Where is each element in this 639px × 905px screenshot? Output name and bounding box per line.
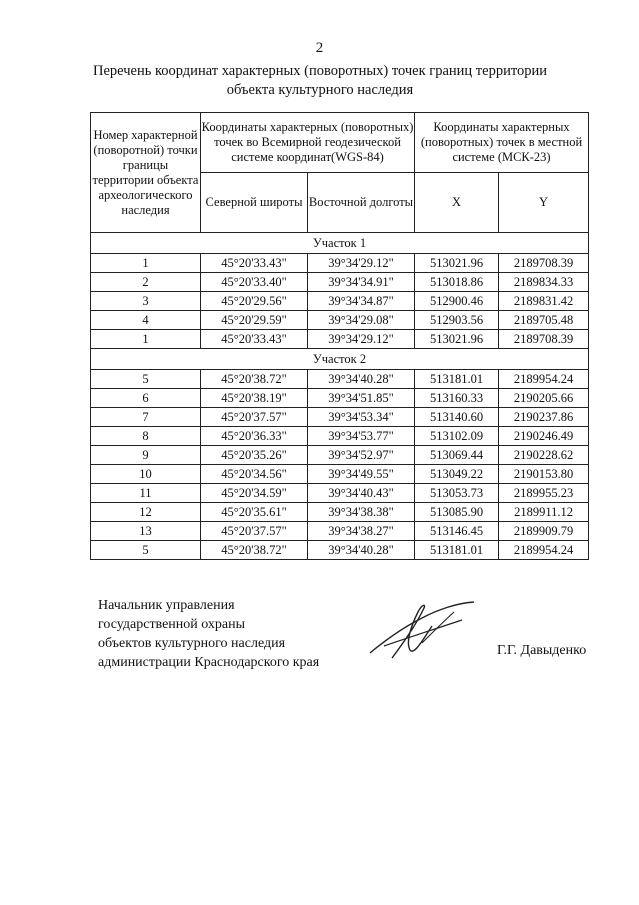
y-coordinate-cell: 2190237.86 bbox=[499, 408, 589, 427]
latitude-cell: 45°20'36.33" bbox=[201, 427, 308, 446]
x-coordinate-cell: 513146.45 bbox=[415, 522, 499, 541]
longitude-cell: 39°34'49.55" bbox=[308, 465, 415, 484]
y-coordinate-cell: 2189831.42 bbox=[499, 292, 589, 311]
signatory-line-3: объектов культурного наследия bbox=[98, 636, 286, 651]
longitude-cell: 39°34'52.97" bbox=[308, 446, 415, 465]
latitude-cell: 45°20'37.57" bbox=[201, 522, 308, 541]
table-row bbox=[91, 484, 589, 503]
table-row bbox=[91, 311, 589, 330]
y-coordinate-cell: 2189955.23 bbox=[499, 484, 589, 503]
latitude-cell: 45°20'29.59" bbox=[201, 311, 308, 330]
latitude-cell: 45°20'37.57" bbox=[201, 408, 308, 427]
point-number-cell: 5 bbox=[91, 541, 201, 560]
latitude-cell: 45°20'33.43" bbox=[201, 330, 308, 349]
x-coordinate-cell: 513181.01 bbox=[415, 370, 499, 389]
table-row bbox=[91, 503, 589, 522]
latitude-cell: 45°20'33.40" bbox=[201, 273, 308, 292]
latitude-cell: 45°20'34.59" bbox=[201, 484, 308, 503]
latitude-cell: 45°20'38.72" bbox=[201, 370, 308, 389]
point-number-cell: 6 bbox=[91, 389, 201, 408]
longitude-cell: 39°34'51.85" bbox=[308, 389, 415, 408]
section-label: Участок 2 bbox=[91, 349, 589, 370]
x-coordinate-cell: 512903.56 bbox=[415, 311, 499, 330]
y-coordinate-cell: 2190153.80 bbox=[499, 465, 589, 484]
table-body bbox=[91, 233, 589, 560]
point-number-cell: 10 bbox=[91, 465, 201, 484]
y-coordinate-cell: 2189954.24 bbox=[499, 541, 589, 560]
header-point-number: Номер характерной (поворотной) точки границы территории объекта археологического наследия bbox=[91, 113, 201, 233]
point-number-cell: 8 bbox=[91, 427, 201, 446]
longitude-cell: 39°34'34.91" bbox=[308, 273, 415, 292]
header-y: Y bbox=[499, 173, 589, 233]
signatory-line-4: администрации Краснодарского края bbox=[98, 655, 320, 670]
y-coordinate-cell: 2189911.12 bbox=[499, 503, 589, 522]
section-row bbox=[91, 349, 589, 370]
signatory-line-1: Начальник управления bbox=[98, 598, 235, 613]
longitude-cell: 39°34'53.34" bbox=[308, 408, 415, 427]
table-row bbox=[91, 408, 589, 427]
table-row bbox=[91, 292, 589, 311]
x-coordinate-cell: 513053.73 bbox=[415, 484, 499, 503]
longitude-cell: 39°34'29.08" bbox=[308, 311, 415, 330]
y-coordinate-cell: 2189708.39 bbox=[499, 254, 589, 273]
handwritten-signature bbox=[362, 598, 482, 668]
y-coordinate-cell: 2189954.24 bbox=[499, 370, 589, 389]
coordinates-table bbox=[90, 112, 589, 560]
table-row bbox=[91, 273, 589, 292]
table-row bbox=[91, 370, 589, 389]
table-row bbox=[91, 254, 589, 273]
point-number-cell: 5 bbox=[91, 370, 201, 389]
longitude-cell: 39°34'40.28" bbox=[308, 370, 415, 389]
point-number-cell: 11 bbox=[91, 484, 201, 503]
signatory-line-2: государственной охраны bbox=[98, 617, 246, 632]
point-number-cell: 4 bbox=[91, 311, 201, 330]
point-number-cell: 1 bbox=[91, 330, 201, 349]
x-coordinate-cell: 513160.33 bbox=[415, 389, 499, 408]
table-header bbox=[91, 113, 589, 233]
header-east-longitude: Восточной долготы bbox=[308, 173, 415, 233]
y-coordinate-cell: 2190228.62 bbox=[499, 446, 589, 465]
signatory-name: Г.Г. Давыденко bbox=[497, 643, 587, 658]
latitude-cell: 45°20'38.72" bbox=[201, 541, 308, 560]
longitude-cell: 39°34'29.12" bbox=[308, 254, 415, 273]
point-number-cell: 9 bbox=[91, 446, 201, 465]
latitude-cell: 45°20'29.56" bbox=[201, 292, 308, 311]
x-coordinate-cell: 513018.86 bbox=[415, 273, 499, 292]
latitude-cell: 45°20'35.61" bbox=[201, 503, 308, 522]
table-row bbox=[91, 522, 589, 541]
title-line-1: Перечень координат характерных (поворотных) точек границ территории bbox=[92, 63, 548, 79]
x-coordinate-cell: 513102.09 bbox=[415, 427, 499, 446]
table-row bbox=[91, 465, 589, 484]
x-coordinate-cell: 513140.60 bbox=[415, 408, 499, 427]
table-row bbox=[91, 389, 589, 408]
point-number-cell: 3 bbox=[91, 292, 201, 311]
longitude-cell: 39°34'38.27" bbox=[308, 522, 415, 541]
y-coordinate-cell: 2189708.39 bbox=[499, 330, 589, 349]
longitude-cell: 39°34'40.43" bbox=[308, 484, 415, 503]
y-coordinate-cell: 2189834.33 bbox=[499, 273, 589, 292]
longitude-cell: 39°34'38.38" bbox=[308, 503, 415, 522]
latitude-cell: 45°20'34.56" bbox=[201, 465, 308, 484]
signatory-title bbox=[98, 596, 319, 672]
longitude-cell: 39°34'53.77" bbox=[308, 427, 415, 446]
x-coordinate-cell: 513021.96 bbox=[415, 330, 499, 349]
y-coordinate-cell: 2190246.49 bbox=[499, 427, 589, 446]
latitude-cell: 45°20'38.19" bbox=[201, 389, 308, 408]
point-number-cell: 7 bbox=[91, 408, 201, 427]
point-number-cell: 12 bbox=[91, 503, 201, 522]
header-x: X bbox=[415, 173, 499, 233]
table-row bbox=[91, 330, 589, 349]
latitude-cell: 45°20'35.26" bbox=[201, 446, 308, 465]
x-coordinate-cell: 512900.46 bbox=[415, 292, 499, 311]
table-row bbox=[91, 427, 589, 446]
point-number-cell: 2 bbox=[91, 273, 201, 292]
table-row bbox=[91, 446, 589, 465]
header-msk23: Координаты характерных (поворотных) точек в местной системе (МСК-23) bbox=[415, 113, 589, 173]
y-coordinate-cell: 2189705.48 bbox=[499, 311, 589, 330]
longitude-cell: 39°34'40.28" bbox=[308, 541, 415, 560]
page-number: 2 bbox=[315, 40, 324, 56]
x-coordinate-cell: 513021.96 bbox=[415, 254, 499, 273]
x-coordinate-cell: 513049.22 bbox=[415, 465, 499, 484]
header-wgs84: Координаты характерных (поворотных) точек во Всемирной геодезической системе координат(WGS-84) bbox=[201, 113, 415, 173]
y-coordinate-cell: 2190205.66 bbox=[499, 389, 589, 408]
section-label: Участок 1 bbox=[91, 233, 589, 254]
latitude-cell: 45°20'33.43" bbox=[201, 254, 308, 273]
document-title bbox=[60, 62, 580, 100]
point-number-cell: 13 bbox=[91, 522, 201, 541]
section-row bbox=[91, 233, 589, 254]
header-north-latitude: Северной широты bbox=[201, 173, 308, 233]
x-coordinate-cell: 513181.01 bbox=[415, 541, 499, 560]
longitude-cell: 39°34'34.87" bbox=[308, 292, 415, 311]
title-line-2: объекта культурного наследия bbox=[226, 82, 414, 98]
x-coordinate-cell: 513085.90 bbox=[415, 503, 499, 522]
point-number-cell: 1 bbox=[91, 254, 201, 273]
y-coordinate-cell: 2189909.79 bbox=[499, 522, 589, 541]
longitude-cell: 39°34'29.12" bbox=[308, 330, 415, 349]
table-row bbox=[91, 541, 589, 560]
x-coordinate-cell: 513069.44 bbox=[415, 446, 499, 465]
